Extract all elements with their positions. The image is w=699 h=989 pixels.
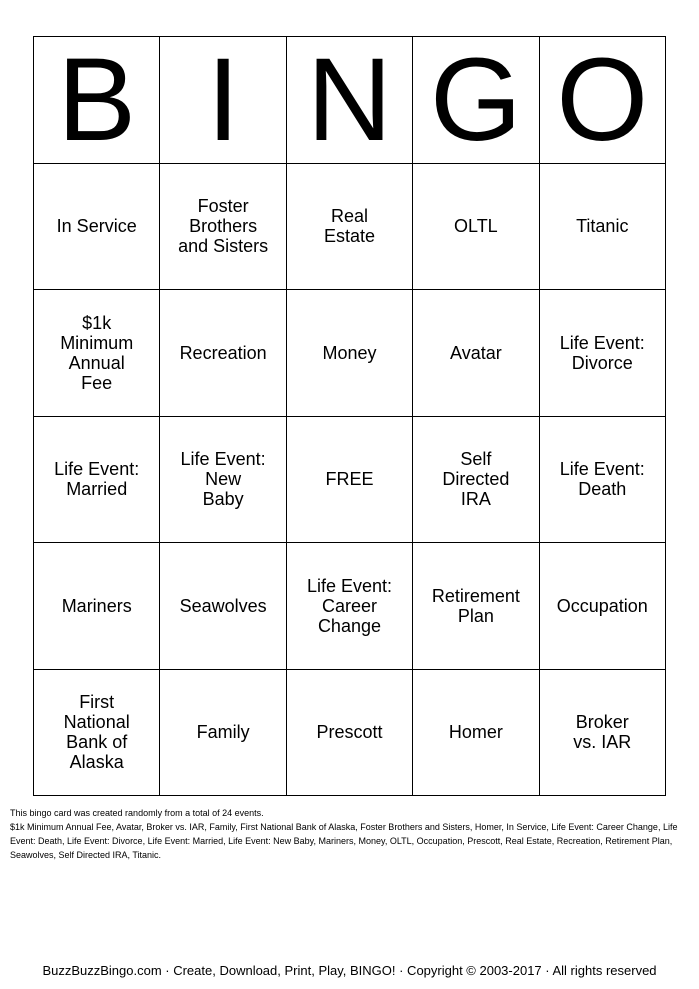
bingo-cell: OLTL	[413, 163, 539, 290]
bingo-cell: Life Event: Death	[539, 416, 665, 543]
bingo-cell: Family	[160, 669, 286, 796]
bingo-cell: $1k Minimum Annual Fee	[34, 290, 160, 417]
bingo-cell: Titanic	[539, 163, 665, 290]
bingo-cell: Self Directed IRA	[413, 416, 539, 543]
bingo-cell: Retirement Plan	[413, 543, 539, 670]
header-letter-o: O	[539, 37, 665, 164]
bingo-row	[34, 290, 666, 417]
bingo-cell: Mariners	[34, 543, 160, 670]
bingo-row	[34, 543, 666, 670]
bingo-cell: Life Event: Career Change	[286, 543, 412, 670]
bingo-cell: Seawolves	[160, 543, 286, 670]
bingo-cell: Prescott	[286, 669, 412, 796]
bingo-cell: Money	[286, 290, 412, 417]
card-info-events: $1k Minimum Annual Fee, Avatar, Broker vs. IAR, Family, First National Bank of Alaska, Foster Brothers and Sisters, Homer, In Service, Life Event: Career Change, Life Event: Death, Life Event: Divorce, Life Event: Married, Life Event: New Baby, Mariners, Money, OLTL, Occupation, Prescott, Real Estate, Recreation, Retirement Plan, Seawolves, Self Directed IRA, Titanic.	[10, 822, 678, 860]
bingo-cell: In Service	[34, 163, 160, 290]
bingo-card	[33, 36, 666, 796]
bingo-cell: Broker vs. IAR	[539, 669, 665, 796]
bingo-cell: Life Event: Divorce	[539, 290, 665, 417]
header-letter-i: I	[160, 37, 286, 164]
header-letter-n: N	[286, 37, 412, 164]
bingo-cell: First National Bank of Alaska	[34, 669, 160, 796]
card-info	[10, 806, 690, 862]
bingo-cell: Life Event: New Baby	[160, 416, 286, 543]
bingo-cell: Recreation	[160, 290, 286, 417]
header-letter-g: G	[413, 37, 539, 164]
bingo-cell: Life Event: Married	[34, 416, 160, 543]
bingo-row	[34, 669, 666, 796]
header-letter-b: B	[34, 37, 160, 164]
bingo-cell: Real Estate	[286, 163, 412, 290]
bingo-cell: Avatar	[413, 290, 539, 417]
bingo-cell: Occupation	[539, 543, 665, 670]
bingo-cell: Homer	[413, 669, 539, 796]
header-row	[34, 37, 666, 164]
site-footer: BuzzBuzzBingo.com · Create, Download, Print, Play, BINGO! · Copyright © 2003-2017 · All rights reserved	[42, 963, 657, 978]
free-cell: FREE	[286, 416, 412, 543]
card-info-summary: This bingo card was created randomly from a total of 24 events.	[10, 808, 264, 818]
bingo-cell: Foster Brothers and Sisters	[160, 163, 286, 290]
bingo-row	[34, 163, 666, 290]
bingo-row	[34, 416, 666, 543]
